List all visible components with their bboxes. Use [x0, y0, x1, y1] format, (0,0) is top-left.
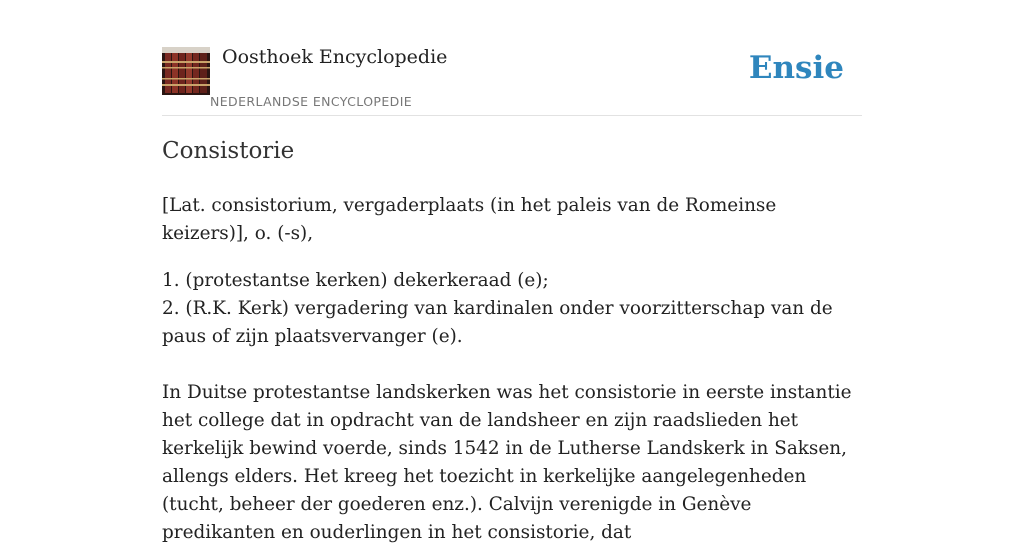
- definition-2: 2. (R.K. Kerk) vergadering van kardinalen onder voorzitterschap van de paus of zijn plaatsvervanger (e).: [162, 298, 833, 347]
- entry-body: In Duitse protestantse landskerken was het consistorie in eerste instantie het college dat in opdracht van de landsheer en zijn raadslieden het kerkelijk bewind voerde, sinds 1542 in de Lutherse Landskerk in Saksen, allengs elders. Het kreeg het toezicht in kerkelijke aangelegenheden (tucht, beheer der goederen enz.). Calvijn verenigde in Genève predikanten en ouderlingen in het consistorie, dat: [162, 382, 852, 543]
- entry-title: Consistorie: [162, 138, 295, 164]
- site-title[interactable]: Oosthoek Encyclopedie: [222, 46, 448, 68]
- encyclopedia-books-icon[interactable]: [162, 47, 210, 95]
- entry-content: [162, 192, 862, 547]
- site-header: [162, 0, 862, 116]
- page: [162, 0, 862, 543]
- entry-etymology: [Lat. consistorium, vergaderplaats (in het paleis van de Romeinse keizers)], o. (-s),: [162, 195, 777, 244]
- brand-logo[interactable]: Ensie: [748, 50, 844, 86]
- definition-1: 1. (protestantse kerken) dekerkeraad (e);: [162, 270, 549, 291]
- site-subtitle: NEDERLANDSE ENCYCLOPEDIE: [210, 94, 413, 109]
